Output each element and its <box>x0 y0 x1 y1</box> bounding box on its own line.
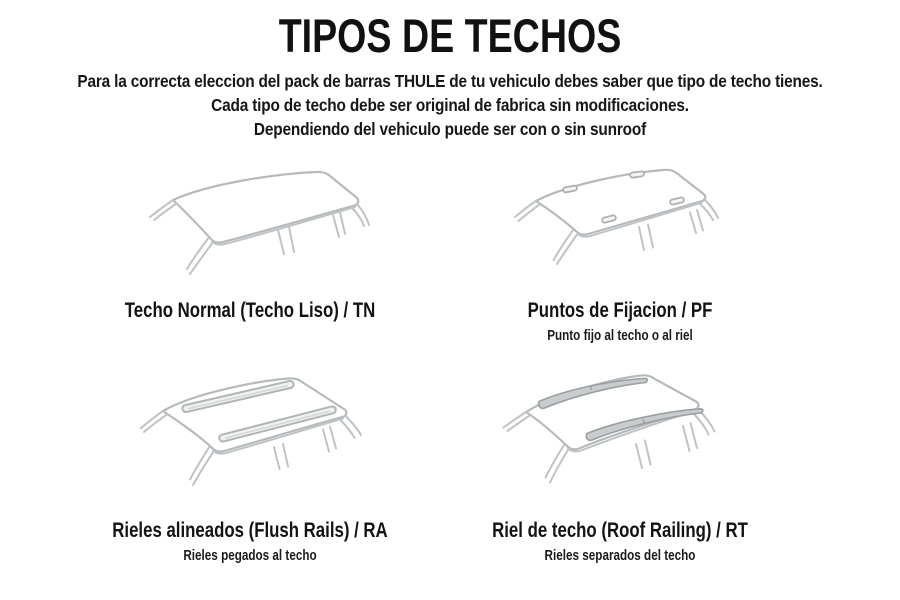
normal-roof-drawing <box>88 153 410 301</box>
roof-railing-figure <box>486 360 790 510</box>
intro-line-2: Cada tipo de techo debe ser original de fabrica sin modificaciones. <box>211 95 689 115</box>
fixpoint-roof-figure <box>498 158 780 290</box>
fixation-points <box>563 171 685 223</box>
roof-outline <box>150 172 369 274</box>
flush-rails-roof-drawing <box>116 366 400 512</box>
normal-roof-figure <box>88 153 410 301</box>
raised-rails <box>539 378 703 440</box>
roof-type-label-rt: Riel de techo (Roof Railing) / RT <box>492 519 748 542</box>
intro-text <box>54 69 846 141</box>
intro-line-1: Para la correcta eleccion del pack de barras THULE de tu vehiculo debes saber que tipo de techo tienes. <box>77 71 823 91</box>
roof-type-label-ra: Rieles alineados (Flush Rails) / RA <box>112 519 388 542</box>
roof-type-sublabel-ra: Rieles pegados al techo <box>183 547 317 564</box>
roof-type-sublabel-rt: Rieles separados del techo <box>544 547 696 564</box>
roof-type-sublabel-pf: Punto fijo al techo o al riel <box>547 327 693 344</box>
fixpoint-roof-drawing <box>498 158 780 290</box>
intro-line-3: Dependiendo del vehiculo puede ser con o sin sunroof <box>253 119 647 139</box>
roof-railing-drawing <box>486 360 790 510</box>
flush-rails-roof-figure <box>116 366 400 512</box>
page-title: TIPOS DE TECHOS <box>278 9 622 62</box>
roof-type-label-tn: Techo Normal (Techo Liso) / TN <box>124 299 376 322</box>
roof-type-label-pf: Puntos de Fijacion / PF <box>527 299 713 322</box>
